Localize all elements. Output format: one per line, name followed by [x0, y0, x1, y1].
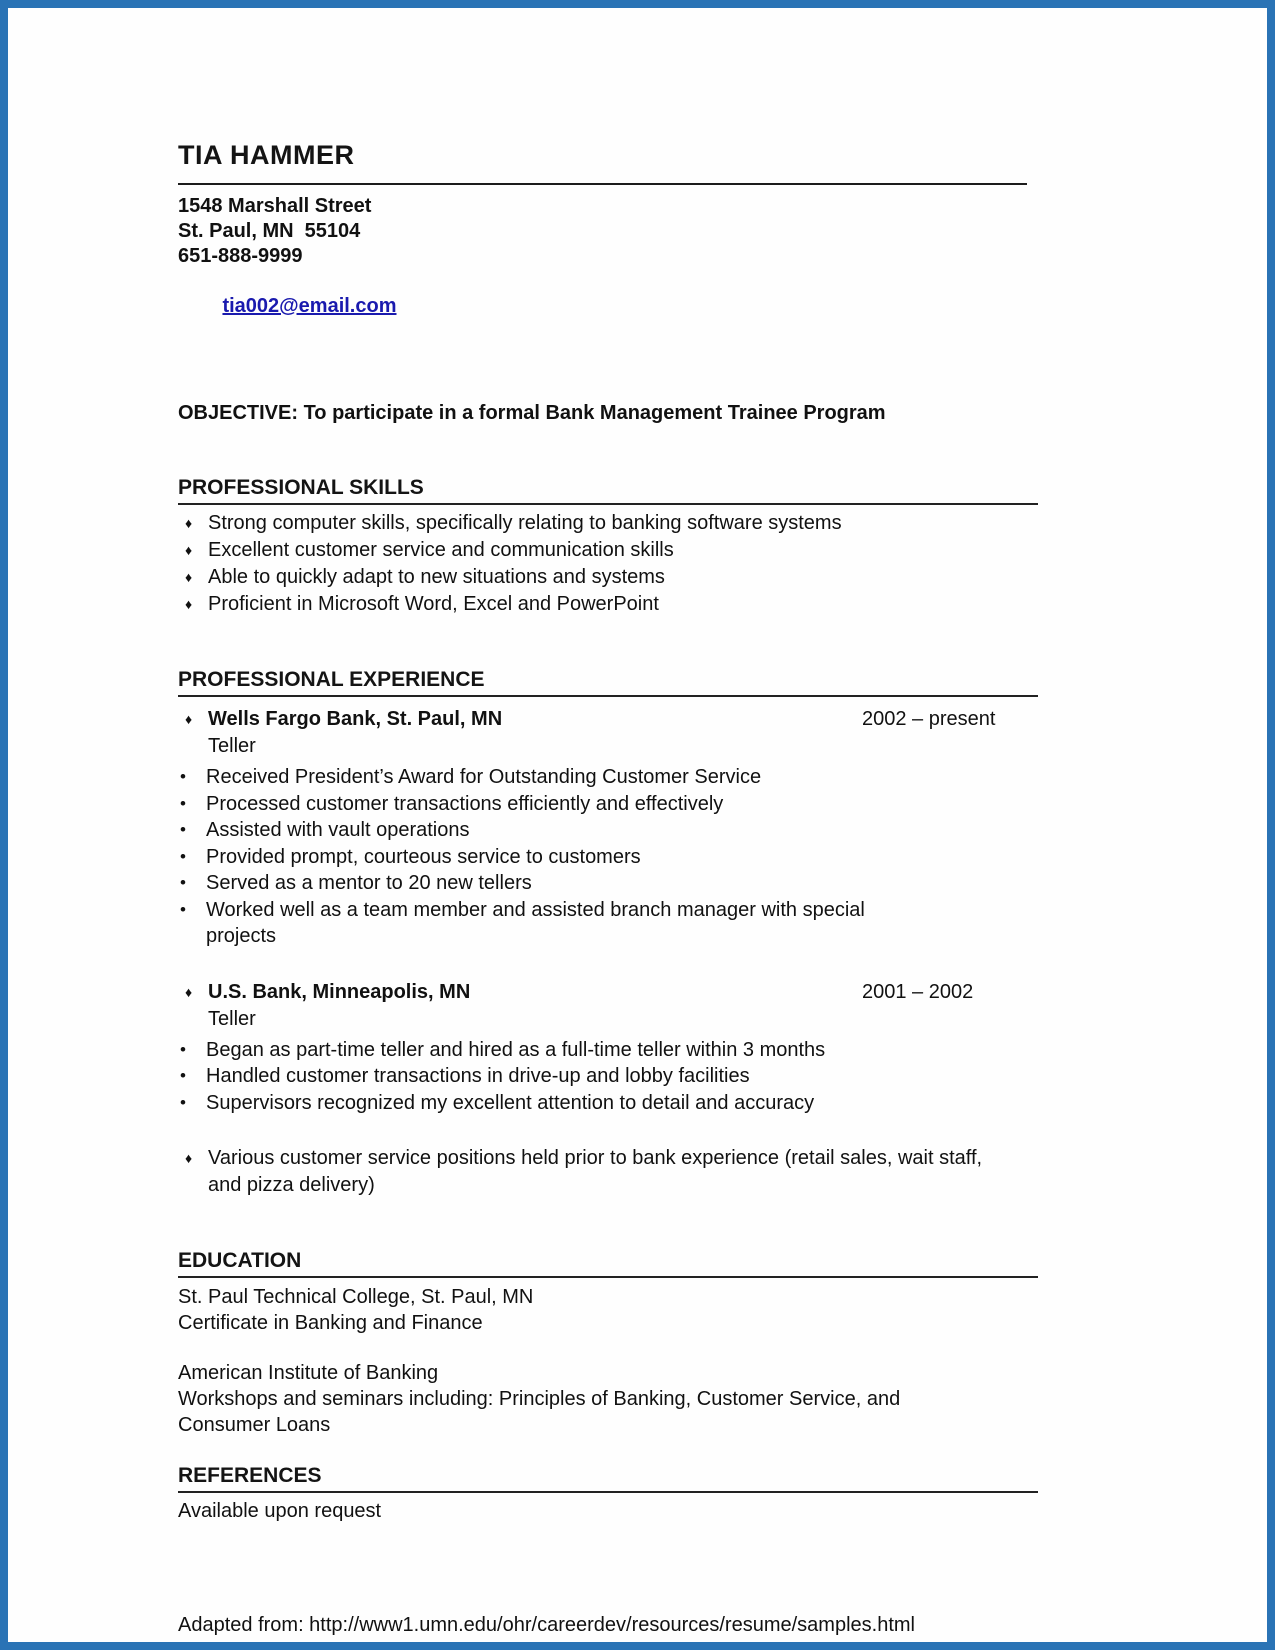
job-duty [178, 764, 1048, 791]
education-credential: Certificate in Banking and Finance [178, 1312, 483, 1334]
round-bullet-icon: • [180, 1092, 186, 1112]
skill-item [178, 510, 1048, 537]
education-block [178, 1284, 1048, 1438]
diamond-bullet-icon: ♦ [185, 596, 193, 612]
email-link[interactable]: tia002@email.com [222, 295, 397, 317]
section-title-references: REFERENCES [178, 1464, 1038, 1493]
job-position: Teller [208, 735, 256, 757]
job-duty-text: Assisted with vault operations [206, 819, 470, 841]
job-duty-text: Handled customer transactions in drive-up and lobby facilities [206, 1065, 750, 1087]
diamond-bullet-icon: ♦ [185, 983, 193, 1000]
job-duty [178, 817, 1048, 844]
round-bullet-icon: • [180, 820, 186, 839]
job-duty-text: Worked well as a team member and assisted branch manager with special projects [206, 898, 865, 947]
section-title-education: EDUCATION [178, 1249, 1038, 1278]
job-duty-text: Provided prompt, courteous service to customers [206, 845, 641, 868]
resume-content [8, 8, 1048, 1638]
diamond-bullet-icon: ♦ [185, 515, 193, 531]
education-institute: American Institute of Banking [178, 1362, 439, 1384]
section-title-experience: PROFESSIONAL EXPERIENCE [178, 668, 1038, 697]
education-workshops: Workshops and seminars including: Principles of Banking, Customer Service, and Consumer Loans [178, 1388, 901, 1436]
education-school: St. Paul Technical College, St. Paul, MN [178, 1286, 534, 1308]
diamond-bullet-icon: ♦ [185, 569, 193, 585]
email-row [178, 269, 1048, 344]
skill-item-text: Strong computer skills, specifically relating to banking software systems [208, 512, 842, 534]
diamond-bullet-icon: ♦ [185, 711, 193, 727]
job-duty [178, 870, 1048, 897]
round-bullet-icon: • [180, 793, 186, 813]
job-duty [178, 1037, 1048, 1064]
job-duty-text: Began as part-time teller and hired as a full-time teller within 3 months [206, 1038, 826, 1061]
address-line1: 1548 Marshall Street [178, 195, 372, 217]
diamond-bullet-icon: ♦ [185, 542, 193, 558]
header-rule [178, 183, 1027, 185]
address-line2: St. Paul, MN 55104 [178, 220, 361, 242]
job-duty-text: Processed customer transactions efficiently and effectively [206, 792, 724, 815]
job-dates: 2002 – present [862, 708, 996, 730]
job-employer: U.S. Bank, Minneapolis, MN [208, 980, 471, 1003]
job-duty-text: Received President’s Award for Outstanding Customer Service [206, 766, 762, 788]
job-duties-list [178, 1037, 1048, 1117]
skills-list [178, 510, 1048, 618]
job-duty [178, 844, 1048, 871]
experience-additional [178, 1145, 1048, 1199]
skill-item-text: Proficient in Microsoft Word, Excel and PowerPoint [208, 593, 659, 615]
job-position: Teller [208, 1007, 256, 1030]
job-employer: Wells Fargo Bank, St. Paul, MN [208, 708, 503, 730]
contact-block [178, 194, 1048, 344]
round-bullet-icon: • [180, 1066, 186, 1085]
objective-text: OBJECTIVE: To participate in a formal Bank Management Trainee Program [178, 402, 886, 424]
skill-item [178, 591, 1048, 618]
skill-item [178, 564, 1048, 591]
job-duties-list [178, 764, 1048, 950]
phone-number: 651-888-9999 [178, 245, 303, 267]
page-title: TIA HAMMER [178, 140, 355, 170]
experience-additional-text: Various customer service positions held prior to bank experience (retail sales, wait staff, and pizza delivery) [208, 1147, 983, 1196]
round-bullet-icon: • [180, 846, 186, 866]
job-duty [178, 791, 1048, 818]
job-duty-text: Served as a mentor to 20 new tellers [206, 872, 532, 894]
round-bullet-icon: • [180, 767, 186, 786]
section-title-skills: PROFESSIONAL SKILLS [178, 476, 1038, 505]
source-attribution: Adapted from: http://www1.umn.edu/ohr/careerdev/resources/resume/samples.html [178, 1614, 915, 1636]
job-entry-us-bank [178, 979, 1048, 1117]
diamond-bullet-icon: ♦ [185, 1150, 193, 1166]
skill-item-text: Excellent customer service and communication skills [208, 539, 674, 561]
job-duty-text: Supervisors recognized my excellent attention to detail and accuracy [206, 1091, 815, 1114]
round-bullet-icon: • [180, 1039, 186, 1059]
round-bullet-icon: • [180, 899, 186, 919]
skill-item-text: Able to quickly adapt to new situations and systems [208, 566, 665, 588]
education-spacer [178, 1336, 1048, 1360]
job-duty [178, 897, 1048, 950]
job-dates: 2001 – 2002 [862, 980, 974, 1003]
skill-item [178, 537, 1048, 564]
references-text: Available upon request [178, 1500, 382, 1522]
job-entry-wells-fargo [178, 706, 1048, 950]
job-duty [178, 1063, 1048, 1090]
job-duty [178, 1090, 1048, 1117]
round-bullet-icon: • [180, 873, 186, 892]
